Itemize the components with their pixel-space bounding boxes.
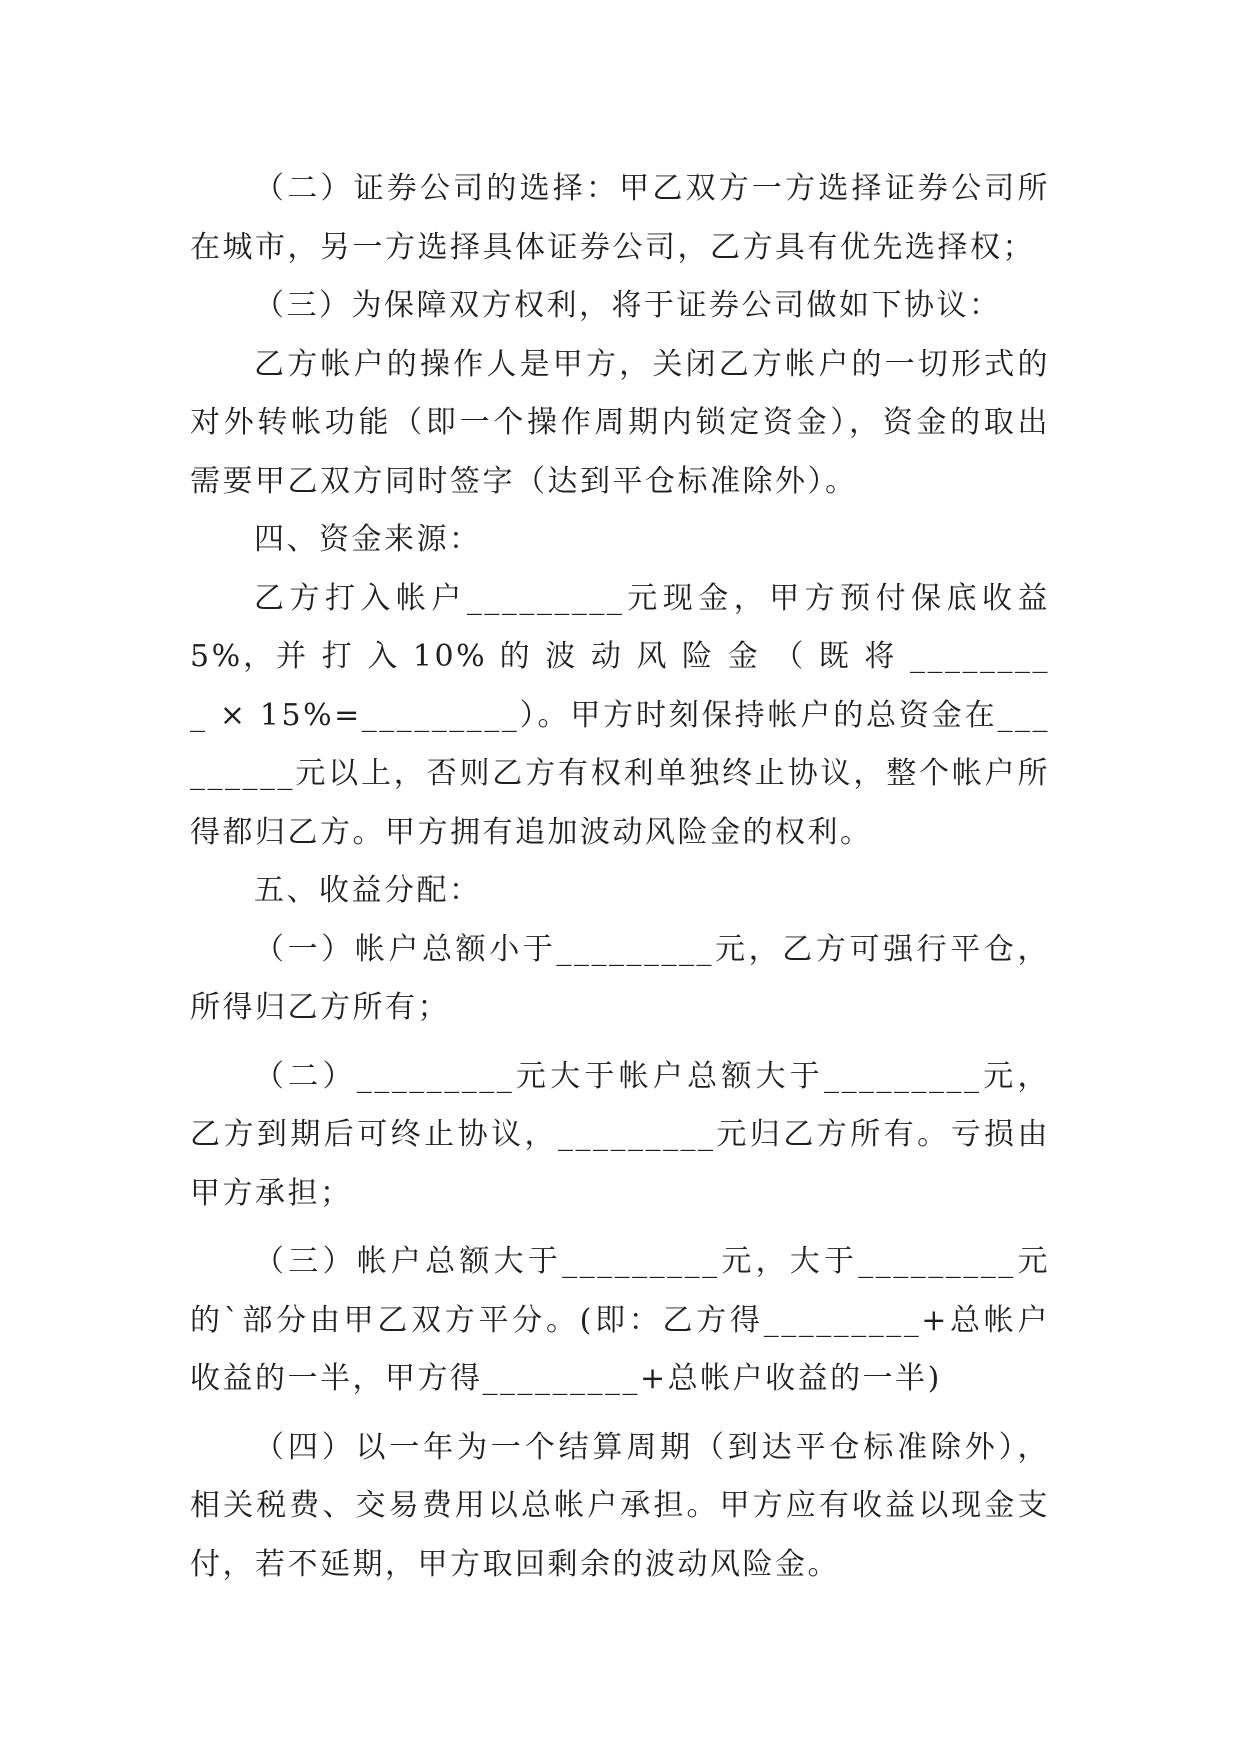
heading-profit-distribution: 五、收益分配： [254, 873, 482, 908]
paragraph-gap [190, 1038, 1050, 1048]
paragraph-distribution-1: （一）帐户总额小于_________元，乙方可强行平仓，所得归乙方所有； [190, 931, 1050, 1025]
paragraph-gap [190, 1409, 1050, 1419]
document-body [190, 160, 1050, 1594]
heading-funding-source: 四、资金来源： [254, 522, 482, 557]
paragraph-broker-selection: （二）证券公司的选择：甲乙双方一方选择证券公司所在城市，另一方选择具体证券公司，乙方具有优先选择权； [190, 171, 1050, 265]
paragraph-distribution-4: （四）以一年为一个结算周期（到达平仓标准除外），相关税费、交易费用以总帐户承担。甲方应有收益以现金支付，若不延期，甲方取回剩余的波动风险金。 [190, 1429, 1050, 1582]
paragraph-distribution-3: （三）帐户总额大于_________元，大于_________元的`部分由甲乙双方平分。(即：乙方得_________+总帐户收益的一半，甲方得_________+总帐户收益的一半) [190, 1244, 1050, 1396]
paragraph-funding-terms: 乙方打入帐户_________元现金，甲方预付保底收益5%，并 打 入 10% 的 波 动 风 险 金 （ 既 将 _________ × 15%=_________）。甲方时刻保持帐户的总资金在_________元以上，否则乙方有权利单独终止协议，整个帐户所得都归乙方。甲方拥有追加波动风险金的权利。 [190, 580, 1050, 850]
paragraph-rights-protection: （三）为保障双方权利，将于证券公司做如下协议： [254, 288, 1002, 323]
paragraph-distribution-2: （二）_________元大于帐户总额大于_________元，乙方到期后可终止协议，_________元归乙方所有。亏损由甲方承担； [190, 1058, 1050, 1211]
paragraph-gap [190, 1223, 1050, 1233]
paragraph-account-operator: 乙方帐户的操作人是甲方，关闭乙方帐户的一切形式的对外转帐功能（即一个操作周期内锁定资金），资金的取出需要甲乙双方同时签字（达到平仓标准除外）。 [190, 346, 1050, 499]
